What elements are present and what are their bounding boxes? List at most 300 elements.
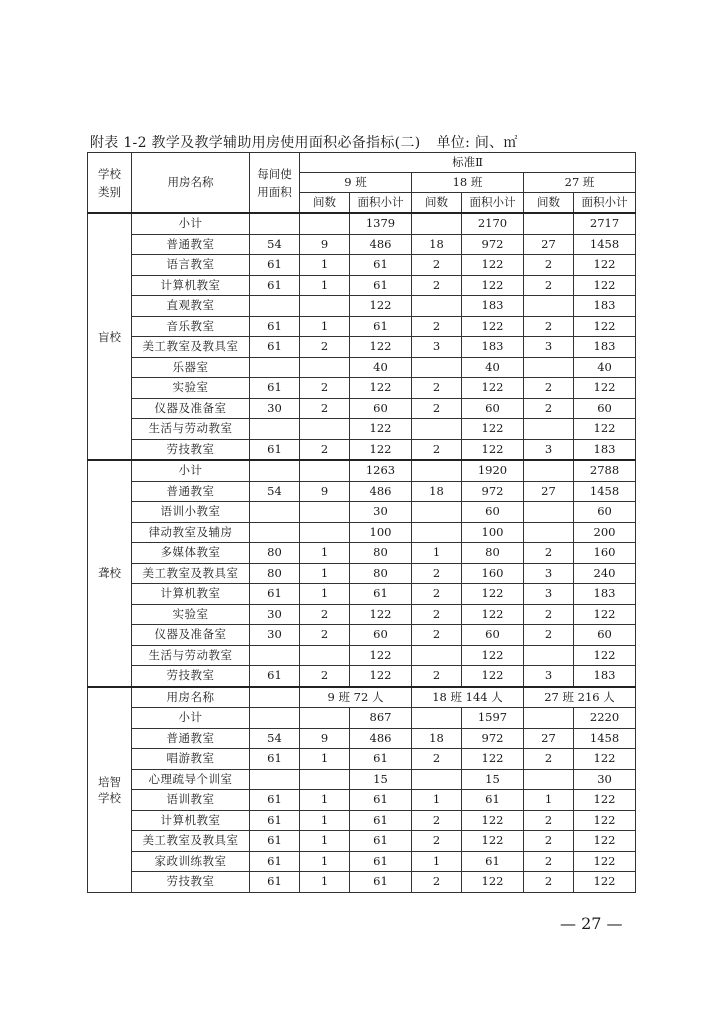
value-cell: 61: [350, 275, 412, 296]
value-cell: 1263: [350, 460, 412, 481]
table-row: [88, 481, 636, 502]
value-cell: 18: [412, 234, 462, 255]
value-cell: 1: [300, 255, 350, 276]
value-cell: 61: [350, 316, 412, 337]
room-name-cell: 美工教室及教具室: [132, 337, 250, 358]
header-count: 间数: [524, 193, 574, 214]
value-cell: 2: [524, 872, 574, 893]
value-cell: 122: [462, 378, 524, 399]
value-cell: 61: [350, 790, 412, 811]
subheader-group: 9 班 72 人: [300, 687, 412, 708]
value-cell: 160: [574, 543, 636, 564]
value-cell: 2: [412, 584, 462, 605]
value-cell: 122: [350, 378, 412, 399]
value-cell: 122: [350, 439, 412, 460]
value-cell: 972: [462, 234, 524, 255]
header-area: 面积小计: [350, 193, 412, 214]
value-cell: [524, 708, 574, 729]
room-name-cell: 小计: [132, 213, 250, 234]
table-row: [88, 563, 636, 584]
value-cell: 122: [462, 604, 524, 625]
header-standard: 标准Ⅱ: [300, 153, 636, 173]
value-cell: 61: [250, 439, 300, 460]
value-cell: 2: [412, 604, 462, 625]
value-cell: 2: [412, 563, 462, 584]
subheader-room-name: 用房名称: [132, 687, 250, 708]
value-cell: 2: [412, 872, 462, 893]
value-cell: 2: [300, 337, 350, 358]
value-cell: 122: [574, 275, 636, 296]
value-cell: 2: [412, 625, 462, 646]
value-cell: 1: [300, 316, 350, 337]
value-cell: 27: [524, 481, 574, 502]
room-name-cell: 乐器室: [132, 357, 250, 378]
room-name-cell: 唱游教室: [132, 749, 250, 770]
header-count: 间数: [412, 193, 462, 214]
value-cell: 122: [574, 810, 636, 831]
value-cell: 122: [462, 831, 524, 852]
value-cell: 61: [462, 851, 524, 872]
table-row: [88, 439, 636, 460]
value-cell: [524, 296, 574, 317]
caption-title: 附表 1-2 教学及教学辅助用房使用面积必备指标(二): [90, 135, 421, 151]
room-name-cell: 语训教室: [132, 790, 250, 811]
value-cell: 122: [462, 316, 524, 337]
value-cell: [412, 296, 462, 317]
value-cell: [524, 522, 574, 543]
value-cell: 122: [350, 296, 412, 317]
value-cell: 122: [350, 419, 412, 440]
value-cell: 30: [574, 769, 636, 790]
value-cell: 2788: [574, 460, 636, 481]
value-cell: 486: [350, 234, 412, 255]
value-cell: 2: [412, 439, 462, 460]
room-name-cell: 计算机教室: [132, 810, 250, 831]
value-cell: 2: [524, 398, 574, 419]
value-cell: 972: [462, 728, 524, 749]
room-name-cell: 仪器及准备室: [132, 398, 250, 419]
value-cell: 2: [412, 275, 462, 296]
header-group-27: 27 班: [524, 173, 636, 193]
value-cell: 183: [462, 296, 524, 317]
value-cell: 1: [300, 851, 350, 872]
value-cell: [524, 502, 574, 523]
table-row: [88, 604, 636, 625]
value-cell: 2: [524, 625, 574, 646]
header-area-per-room: 每间使 用面积: [250, 153, 300, 214]
value-cell: 100: [462, 522, 524, 543]
subheader-blank: [250, 687, 300, 708]
value-cell: 122: [574, 378, 636, 399]
value-cell: [300, 769, 350, 790]
value-cell: 60: [574, 625, 636, 646]
value-cell: 2: [412, 378, 462, 399]
value-cell: 54: [250, 481, 300, 502]
value-cell: 2: [524, 543, 574, 564]
value-cell: 61: [250, 851, 300, 872]
value-cell: 100: [350, 522, 412, 543]
value-cell: [524, 460, 574, 481]
value-cell: 2: [300, 398, 350, 419]
value-cell: [300, 357, 350, 378]
value-cell: 183: [574, 296, 636, 317]
value-cell: 122: [574, 604, 636, 625]
value-cell: [300, 502, 350, 523]
value-cell: [412, 769, 462, 790]
value-cell: 3: [524, 563, 574, 584]
value-cell: 60: [350, 625, 412, 646]
value-cell: 867: [350, 708, 412, 729]
value-cell: 2: [412, 316, 462, 337]
value-cell: [412, 460, 462, 481]
value-cell: 2: [524, 851, 574, 872]
value-cell: 240: [574, 563, 636, 584]
table-row: [88, 645, 636, 666]
table-row: [88, 584, 636, 605]
value-cell: [250, 708, 300, 729]
room-name-cell: 音乐教室: [132, 316, 250, 337]
value-cell: 486: [350, 728, 412, 749]
room-name-cell: 计算机教室: [132, 275, 250, 296]
value-cell: 61: [250, 790, 300, 811]
value-cell: 200: [574, 522, 636, 543]
value-cell: [300, 460, 350, 481]
value-cell: 2: [524, 378, 574, 399]
table-row: [88, 708, 636, 729]
room-name-cell: 小计: [132, 460, 250, 481]
value-cell: [250, 213, 300, 234]
value-cell: 3: [524, 584, 574, 605]
value-cell: [300, 296, 350, 317]
value-cell: 2: [412, 398, 462, 419]
table-subheader-row: [88, 687, 636, 708]
value-cell: [524, 769, 574, 790]
value-cell: 122: [350, 337, 412, 358]
header-count: 间数: [300, 193, 350, 214]
value-cell: 18: [412, 728, 462, 749]
value-cell: 1: [300, 543, 350, 564]
table-row: [88, 851, 636, 872]
value-cell: 61: [250, 810, 300, 831]
value-cell: 1458: [574, 481, 636, 502]
table-row: [88, 460, 636, 481]
room-name-cell: 仪器及准备室: [132, 625, 250, 646]
table-row: [88, 316, 636, 337]
header-school-type: 学校 类别: [88, 153, 132, 214]
value-cell: 122: [574, 316, 636, 337]
value-cell: 30: [250, 604, 300, 625]
value-cell: 3: [524, 337, 574, 358]
value-cell: [412, 213, 462, 234]
value-cell: [412, 708, 462, 729]
table-row: [88, 790, 636, 811]
table-row: [88, 625, 636, 646]
value-cell: 1458: [574, 728, 636, 749]
school-type-cell: 聋校: [88, 460, 132, 687]
school-type-cell: 培智 学校: [88, 687, 132, 893]
value-cell: 61: [462, 790, 524, 811]
value-cell: 183: [462, 337, 524, 358]
table-row: [88, 769, 636, 790]
value-cell: 60: [462, 625, 524, 646]
value-cell: 61: [350, 749, 412, 770]
value-cell: [300, 522, 350, 543]
page-number: — 27 —: [560, 914, 623, 933]
value-cell: 61: [250, 666, 300, 687]
room-name-cell: 实验室: [132, 604, 250, 625]
value-cell: [300, 645, 350, 666]
value-cell: [250, 502, 300, 523]
indicator-table: [87, 152, 636, 893]
value-cell: 122: [462, 872, 524, 893]
table-row: [88, 728, 636, 749]
table-row: [88, 213, 636, 234]
room-name-cell: 小计: [132, 708, 250, 729]
value-cell: 122: [574, 851, 636, 872]
value-cell: 122: [462, 749, 524, 770]
value-cell: 122: [574, 419, 636, 440]
value-cell: 61: [350, 584, 412, 605]
value-cell: 80: [250, 563, 300, 584]
value-cell: 9: [300, 481, 350, 502]
value-cell: 30: [250, 625, 300, 646]
value-cell: 15: [350, 769, 412, 790]
room-name-cell: 劳技教室: [132, 872, 250, 893]
room-name-cell: 生活与劳动教室: [132, 645, 250, 666]
value-cell: 122: [574, 790, 636, 811]
table-row: [88, 522, 636, 543]
room-name-cell: 心理疏导个训室: [132, 769, 250, 790]
header-area: 面积小计: [574, 193, 636, 214]
table-row: [88, 398, 636, 419]
value-cell: 972: [462, 481, 524, 502]
value-cell: 183: [574, 666, 636, 687]
value-cell: 122: [574, 255, 636, 276]
value-cell: 61: [350, 255, 412, 276]
value-cell: 1: [412, 790, 462, 811]
value-cell: 27: [524, 234, 574, 255]
room-name-cell: 美工教室及教具室: [132, 563, 250, 584]
value-cell: [412, 502, 462, 523]
value-cell: 80: [462, 543, 524, 564]
value-cell: 80: [250, 543, 300, 564]
value-cell: 2: [412, 810, 462, 831]
value-cell: 60: [574, 502, 636, 523]
value-cell: 122: [462, 275, 524, 296]
value-cell: [524, 213, 574, 234]
value-cell: 1: [300, 872, 350, 893]
value-cell: 1: [300, 790, 350, 811]
value-cell: 122: [462, 810, 524, 831]
value-cell: 122: [350, 604, 412, 625]
table-row: [88, 666, 636, 687]
value-cell: 2220: [574, 708, 636, 729]
value-cell: 54: [250, 728, 300, 749]
value-cell: 60: [574, 398, 636, 419]
value-cell: 61: [350, 851, 412, 872]
value-cell: 122: [350, 645, 412, 666]
room-name-cell: 普通教室: [132, 234, 250, 255]
value-cell: 1379: [350, 213, 412, 234]
value-cell: [250, 645, 300, 666]
room-name-cell: 直观教室: [132, 296, 250, 317]
value-cell: 2: [300, 666, 350, 687]
room-name-cell: 生活与劳动教室: [132, 419, 250, 440]
room-name-cell: 语言教室: [132, 255, 250, 276]
value-cell: 1597: [462, 708, 524, 729]
table-row: [88, 255, 636, 276]
header-group-18: 18 班: [412, 173, 524, 193]
value-cell: 122: [462, 439, 524, 460]
value-cell: 2: [412, 831, 462, 852]
value-cell: 122: [462, 584, 524, 605]
value-cell: 40: [462, 357, 524, 378]
value-cell: 61: [350, 831, 412, 852]
room-name-cell: 律动教室及辅房: [132, 522, 250, 543]
table-row: [88, 810, 636, 831]
value-cell: 122: [574, 872, 636, 893]
value-cell: 122: [574, 831, 636, 852]
room-name-cell: 劳技教室: [132, 666, 250, 687]
value-cell: [412, 522, 462, 543]
room-name-cell: 普通教室: [132, 481, 250, 502]
table-row: [88, 337, 636, 358]
header-area: 面积小计: [462, 193, 524, 214]
caption-unit: 单位: 间、㎡: [436, 135, 518, 151]
value-cell: 486: [350, 481, 412, 502]
value-cell: 122: [462, 666, 524, 687]
value-cell: 9: [300, 234, 350, 255]
value-cell: 1: [300, 810, 350, 831]
value-cell: [300, 213, 350, 234]
room-name-cell: 劳技教室: [132, 439, 250, 460]
value-cell: 2: [524, 604, 574, 625]
value-cell: 1: [412, 851, 462, 872]
table-row: [88, 543, 636, 564]
value-cell: 1: [300, 749, 350, 770]
value-cell: 1: [300, 275, 350, 296]
value-cell: [250, 460, 300, 481]
table-row: [88, 502, 636, 523]
value-cell: 2: [300, 625, 350, 646]
value-cell: 80: [350, 543, 412, 564]
value-cell: 2717: [574, 213, 636, 234]
table-caption: [90, 132, 518, 152]
table-row: [88, 275, 636, 296]
table-row: [88, 296, 636, 317]
value-cell: 1: [524, 790, 574, 811]
value-cell: 2: [300, 604, 350, 625]
room-name-cell: 语训小教室: [132, 502, 250, 523]
value-cell: [412, 357, 462, 378]
value-cell: 27: [524, 728, 574, 749]
room-name-cell: 计算机教室: [132, 584, 250, 605]
value-cell: 18: [412, 481, 462, 502]
table-row: [88, 749, 636, 770]
value-cell: 122: [350, 666, 412, 687]
value-cell: 1920: [462, 460, 524, 481]
value-cell: 1458: [574, 234, 636, 255]
subheader-group: 18 班 144 人: [412, 687, 524, 708]
value-cell: 2: [524, 749, 574, 770]
value-cell: [250, 419, 300, 440]
value-cell: 2: [524, 831, 574, 852]
value-cell: 60: [462, 398, 524, 419]
value-cell: 1: [300, 584, 350, 605]
table-row: [88, 378, 636, 399]
value-cell: 61: [250, 275, 300, 296]
value-cell: 3: [524, 439, 574, 460]
table-row: [88, 419, 636, 440]
value-cell: 80: [350, 563, 412, 584]
value-cell: [250, 522, 300, 543]
table-row: [88, 831, 636, 852]
table-row: [88, 357, 636, 378]
value-cell: 2: [524, 255, 574, 276]
value-cell: 61: [250, 749, 300, 770]
room-name-cell: 实验室: [132, 378, 250, 399]
value-cell: 2: [300, 439, 350, 460]
value-cell: 61: [250, 378, 300, 399]
value-cell: 3: [524, 666, 574, 687]
value-cell: 61: [250, 337, 300, 358]
value-cell: 122: [462, 255, 524, 276]
value-cell: 2: [412, 749, 462, 770]
value-cell: 61: [350, 810, 412, 831]
value-cell: [250, 296, 300, 317]
value-cell: [300, 708, 350, 729]
header-room-name: 用房名称: [132, 153, 250, 214]
value-cell: 2: [524, 810, 574, 831]
value-cell: 2: [524, 275, 574, 296]
value-cell: 122: [574, 749, 636, 770]
value-cell: 122: [462, 419, 524, 440]
header-group-9: 9 班: [300, 173, 412, 193]
room-name-cell: 家政训练教室: [132, 851, 250, 872]
value-cell: 183: [574, 584, 636, 605]
value-cell: 30: [250, 398, 300, 419]
value-cell: 54: [250, 234, 300, 255]
value-cell: 61: [250, 255, 300, 276]
value-cell: 1: [300, 563, 350, 584]
value-cell: [412, 419, 462, 440]
value-cell: 122: [574, 645, 636, 666]
value-cell: 61: [350, 872, 412, 893]
table-row: [88, 872, 636, 893]
value-cell: 60: [350, 398, 412, 419]
value-cell: [412, 645, 462, 666]
value-cell: 3: [412, 337, 462, 358]
value-cell: 61: [250, 584, 300, 605]
value-cell: 30: [350, 502, 412, 523]
room-name-cell: 多媒体教室: [132, 543, 250, 564]
value-cell: 183: [574, 337, 636, 358]
value-cell: [250, 357, 300, 378]
subheader-group: 27 班 216 人: [524, 687, 636, 708]
value-cell: 122: [462, 645, 524, 666]
value-cell: 61: [250, 316, 300, 337]
value-cell: 15: [462, 769, 524, 790]
value-cell: [524, 419, 574, 440]
value-cell: 60: [462, 502, 524, 523]
value-cell: 183: [574, 439, 636, 460]
value-cell: 9: [300, 728, 350, 749]
value-cell: 160: [462, 563, 524, 584]
value-cell: [250, 769, 300, 790]
value-cell: 61: [250, 831, 300, 852]
room-name-cell: 普通教室: [132, 728, 250, 749]
value-cell: 1: [412, 543, 462, 564]
